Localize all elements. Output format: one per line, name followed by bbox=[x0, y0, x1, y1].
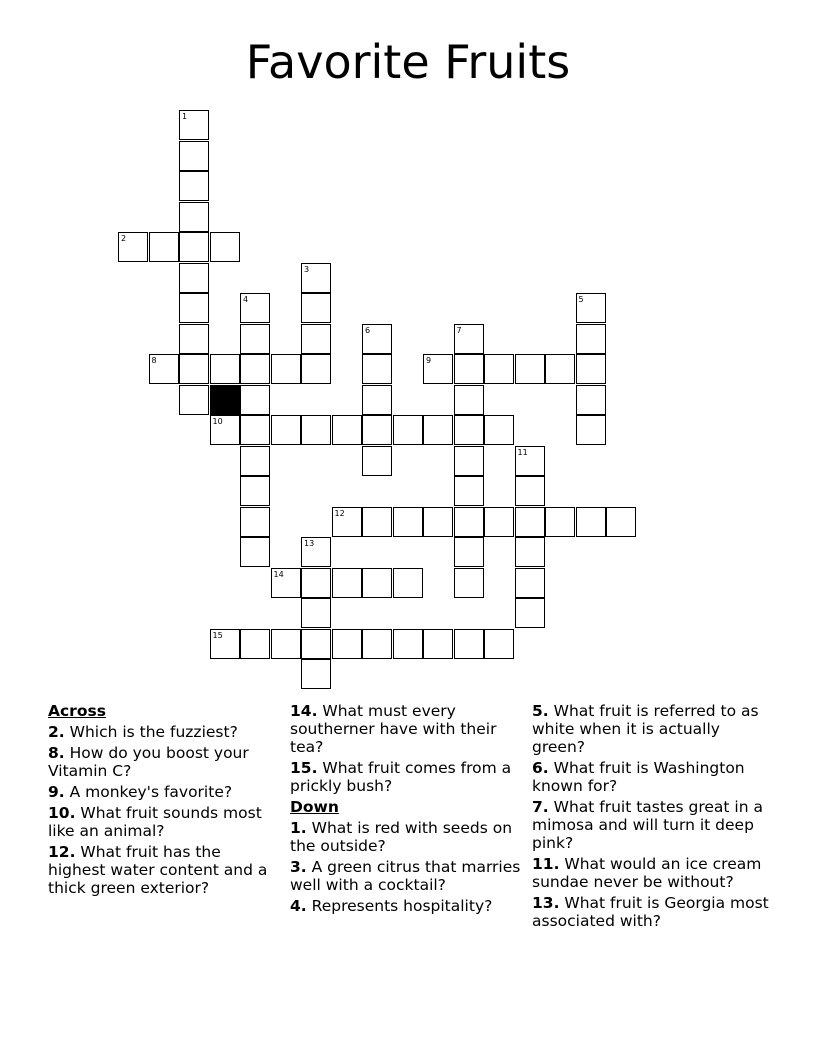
grid-cell[interactable] bbox=[179, 141, 209, 171]
grid-cell[interactable] bbox=[515, 598, 545, 628]
grid-cell[interactable] bbox=[576, 324, 606, 354]
clue-down-1: 1. What is red with seeds on the outside? bbox=[290, 819, 513, 855]
black-cell bbox=[210, 385, 240, 415]
clue-number: 2 bbox=[121, 234, 127, 243]
grid-cell[interactable] bbox=[576, 385, 606, 415]
grid-cell[interactable] bbox=[149, 354, 179, 384]
clue-across-9: 9. A monkey's favorite? bbox=[48, 783, 233, 801]
grid-cell[interactable] bbox=[271, 629, 301, 659]
clue-number: 11 bbox=[517, 447, 528, 457]
grid-cell[interactable] bbox=[454, 507, 484, 537]
grid-cell[interactable] bbox=[179, 263, 209, 293]
clue-down-7: 7. What fruit tastes great in a mimosa and will turn it deep pink? bbox=[532, 798, 763, 852]
grid-cell[interactable] bbox=[515, 354, 545, 384]
page-title: Favorite Fruits bbox=[245, 35, 571, 89]
grid-cell[interactable] bbox=[362, 629, 392, 659]
grid-cell[interactable] bbox=[179, 324, 209, 354]
grid-cell[interactable] bbox=[393, 629, 423, 659]
grid-cell[interactable] bbox=[545, 354, 575, 384]
clue-number: 3 bbox=[304, 264, 310, 274]
clue-across-14: 14. What must every southerner have with their tea? bbox=[290, 702, 497, 756]
clue-number: 5 bbox=[578, 295, 584, 304]
grid-cell[interactable] bbox=[240, 476, 270, 506]
grid-cell[interactable] bbox=[271, 354, 301, 384]
grid-cell[interactable] bbox=[240, 354, 270, 384]
clue-down-4: 4. Represents hospitality? bbox=[290, 897, 493, 915]
grid-cell[interactable] bbox=[332, 415, 362, 445]
grid-cell[interactable] bbox=[301, 415, 331, 445]
clue-across-10: 10. What fruit sounds most like an animal? bbox=[48, 804, 262, 840]
clue-across-2: 2. Which is the fuzziest? bbox=[48, 723, 238, 741]
grid-cell[interactable] bbox=[454, 446, 484, 476]
grid-cell[interactable] bbox=[179, 110, 209, 140]
grid-cell[interactable] bbox=[362, 324, 392, 354]
clue-down-13: 13. What fruit is Georgia most associated with? bbox=[532, 894, 769, 930]
grid-cell[interactable] bbox=[515, 476, 545, 506]
grid-cell[interactable] bbox=[362, 415, 392, 445]
grid-cell[interactable] bbox=[240, 293, 270, 323]
grid-cell[interactable] bbox=[393, 415, 423, 445]
clue-down-6: 6. What fruit is Washington known for? bbox=[532, 759, 745, 795]
grid-cell[interactable] bbox=[484, 507, 514, 537]
grid-cell[interactable] bbox=[362, 385, 392, 415]
clue-across-12: 12. What fruit has the highest water content and a thick green exterior? bbox=[48, 843, 268, 897]
clue-across-15: 15. What fruit comes from a prickly bush? bbox=[290, 759, 512, 795]
clue-number: 8 bbox=[151, 356, 157, 365]
grid-cell[interactable] bbox=[301, 263, 331, 293]
grid-cell[interactable] bbox=[576, 415, 606, 445]
grid-cell[interactable] bbox=[393, 507, 423, 537]
grid-cell[interactable] bbox=[240, 324, 270, 354]
grid-cell[interactable] bbox=[332, 507, 362, 537]
grid-cell[interactable] bbox=[240, 537, 270, 567]
grid-cell[interactable] bbox=[118, 232, 148, 262]
grid-cell[interactable] bbox=[179, 202, 209, 232]
grid-cell[interactable] bbox=[210, 415, 240, 445]
grid-cell[interactable] bbox=[484, 629, 514, 659]
grid-cell[interactable] bbox=[362, 446, 392, 476]
grid-cell[interactable] bbox=[454, 629, 484, 659]
grid-cell[interactable] bbox=[179, 171, 209, 201]
grid-cell[interactable] bbox=[240, 385, 270, 415]
grid-cell[interactable] bbox=[301, 568, 331, 598]
grid-cell[interactable] bbox=[362, 507, 392, 537]
clues-column-2 bbox=[290, 702, 522, 918]
grid-cell[interactable] bbox=[210, 629, 240, 659]
grid-cell[interactable] bbox=[423, 629, 453, 659]
grid-cell[interactable] bbox=[332, 629, 362, 659]
grid-cell[interactable] bbox=[179, 385, 209, 415]
grid-cell[interactable] bbox=[515, 446, 545, 476]
grid-cell[interactable] bbox=[332, 568, 362, 598]
grid-cell[interactable] bbox=[149, 232, 179, 262]
down-heading: Down bbox=[290, 798, 339, 816]
grid-cell[interactable] bbox=[484, 354, 514, 384]
grid-cell[interactable] bbox=[423, 415, 453, 445]
grid-cell[interactable] bbox=[179, 232, 209, 262]
grid-cell[interactable] bbox=[576, 293, 606, 323]
clue-number: 9 bbox=[426, 356, 432, 365]
grid-cell[interactable] bbox=[515, 537, 545, 567]
grid-cell[interactable] bbox=[179, 354, 209, 384]
clue-number: 10 bbox=[212, 417, 223, 426]
grid-cell[interactable] bbox=[179, 293, 209, 323]
grid-cell[interactable] bbox=[423, 354, 453, 384]
grid-cell[interactable] bbox=[240, 415, 270, 445]
grid-cell[interactable] bbox=[545, 507, 575, 537]
clue-number: 4 bbox=[243, 295, 249, 304]
grid-cell[interactable] bbox=[606, 507, 636, 537]
grid-cell[interactable] bbox=[454, 415, 484, 445]
clue-number: 12 bbox=[334, 508, 345, 518]
grid-cell[interactable] bbox=[210, 354, 240, 384]
clue-across-8: 8. How do you boost your Vitamin C? bbox=[48, 744, 249, 780]
grid-cell[interactable] bbox=[454, 385, 484, 415]
grid-cell[interactable] bbox=[454, 354, 484, 384]
grid-cell[interactable] bbox=[362, 354, 392, 384]
grid-cell[interactable] bbox=[393, 568, 423, 598]
across-heading: Across bbox=[48, 702, 106, 720]
grid-cell[interactable] bbox=[454, 324, 484, 354]
grid-cell[interactable] bbox=[301, 659, 331, 689]
clues-column-1 bbox=[48, 702, 278, 900]
grid-cell[interactable] bbox=[301, 293, 331, 323]
grid-cell[interactable] bbox=[301, 324, 331, 354]
clue-number: 1 bbox=[182, 112, 188, 121]
grid-cell[interactable] bbox=[484, 415, 514, 445]
clue-number: 15 bbox=[212, 630, 223, 640]
clue-number: 13 bbox=[304, 539, 315, 548]
clues-column-3 bbox=[532, 702, 772, 933]
clue-number: 14 bbox=[273, 569, 284, 579]
grid-cell[interactable] bbox=[454, 476, 484, 506]
clue-down-3: 3. A green citrus that marries well with a cocktail? bbox=[290, 858, 521, 894]
grid-cell[interactable] bbox=[271, 415, 301, 445]
clue-number: 7 bbox=[456, 325, 462, 335]
grid-cell[interactable] bbox=[271, 568, 301, 598]
grid-cell[interactable] bbox=[240, 446, 270, 476]
grid-cell[interactable] bbox=[576, 354, 606, 384]
grid-cell[interactable] bbox=[301, 537, 331, 567]
grid-cell[interactable] bbox=[240, 629, 270, 659]
grid-cell[interactable] bbox=[454, 568, 484, 598]
grid-cell[interactable] bbox=[210, 232, 240, 262]
clue-number: 6 bbox=[365, 325, 371, 335]
grid-cell[interactable] bbox=[576, 507, 606, 537]
grid-cell[interactable] bbox=[515, 507, 545, 537]
grid-cell[interactable] bbox=[362, 568, 392, 598]
clue-down-5: 5. What fruit is referred to as white when it is actually green? bbox=[532, 702, 759, 756]
grid-cell[interactable] bbox=[515, 568, 545, 598]
clue-down-11: 11. What would an ice cream sundae never be without? bbox=[532, 855, 762, 891]
grid-cell[interactable] bbox=[301, 629, 331, 659]
grid-cell[interactable] bbox=[454, 537, 484, 567]
grid-cell[interactable] bbox=[240, 507, 270, 537]
grid-cell[interactable] bbox=[301, 354, 331, 384]
grid-cell[interactable] bbox=[423, 507, 453, 537]
grid-cell[interactable] bbox=[301, 598, 331, 628]
